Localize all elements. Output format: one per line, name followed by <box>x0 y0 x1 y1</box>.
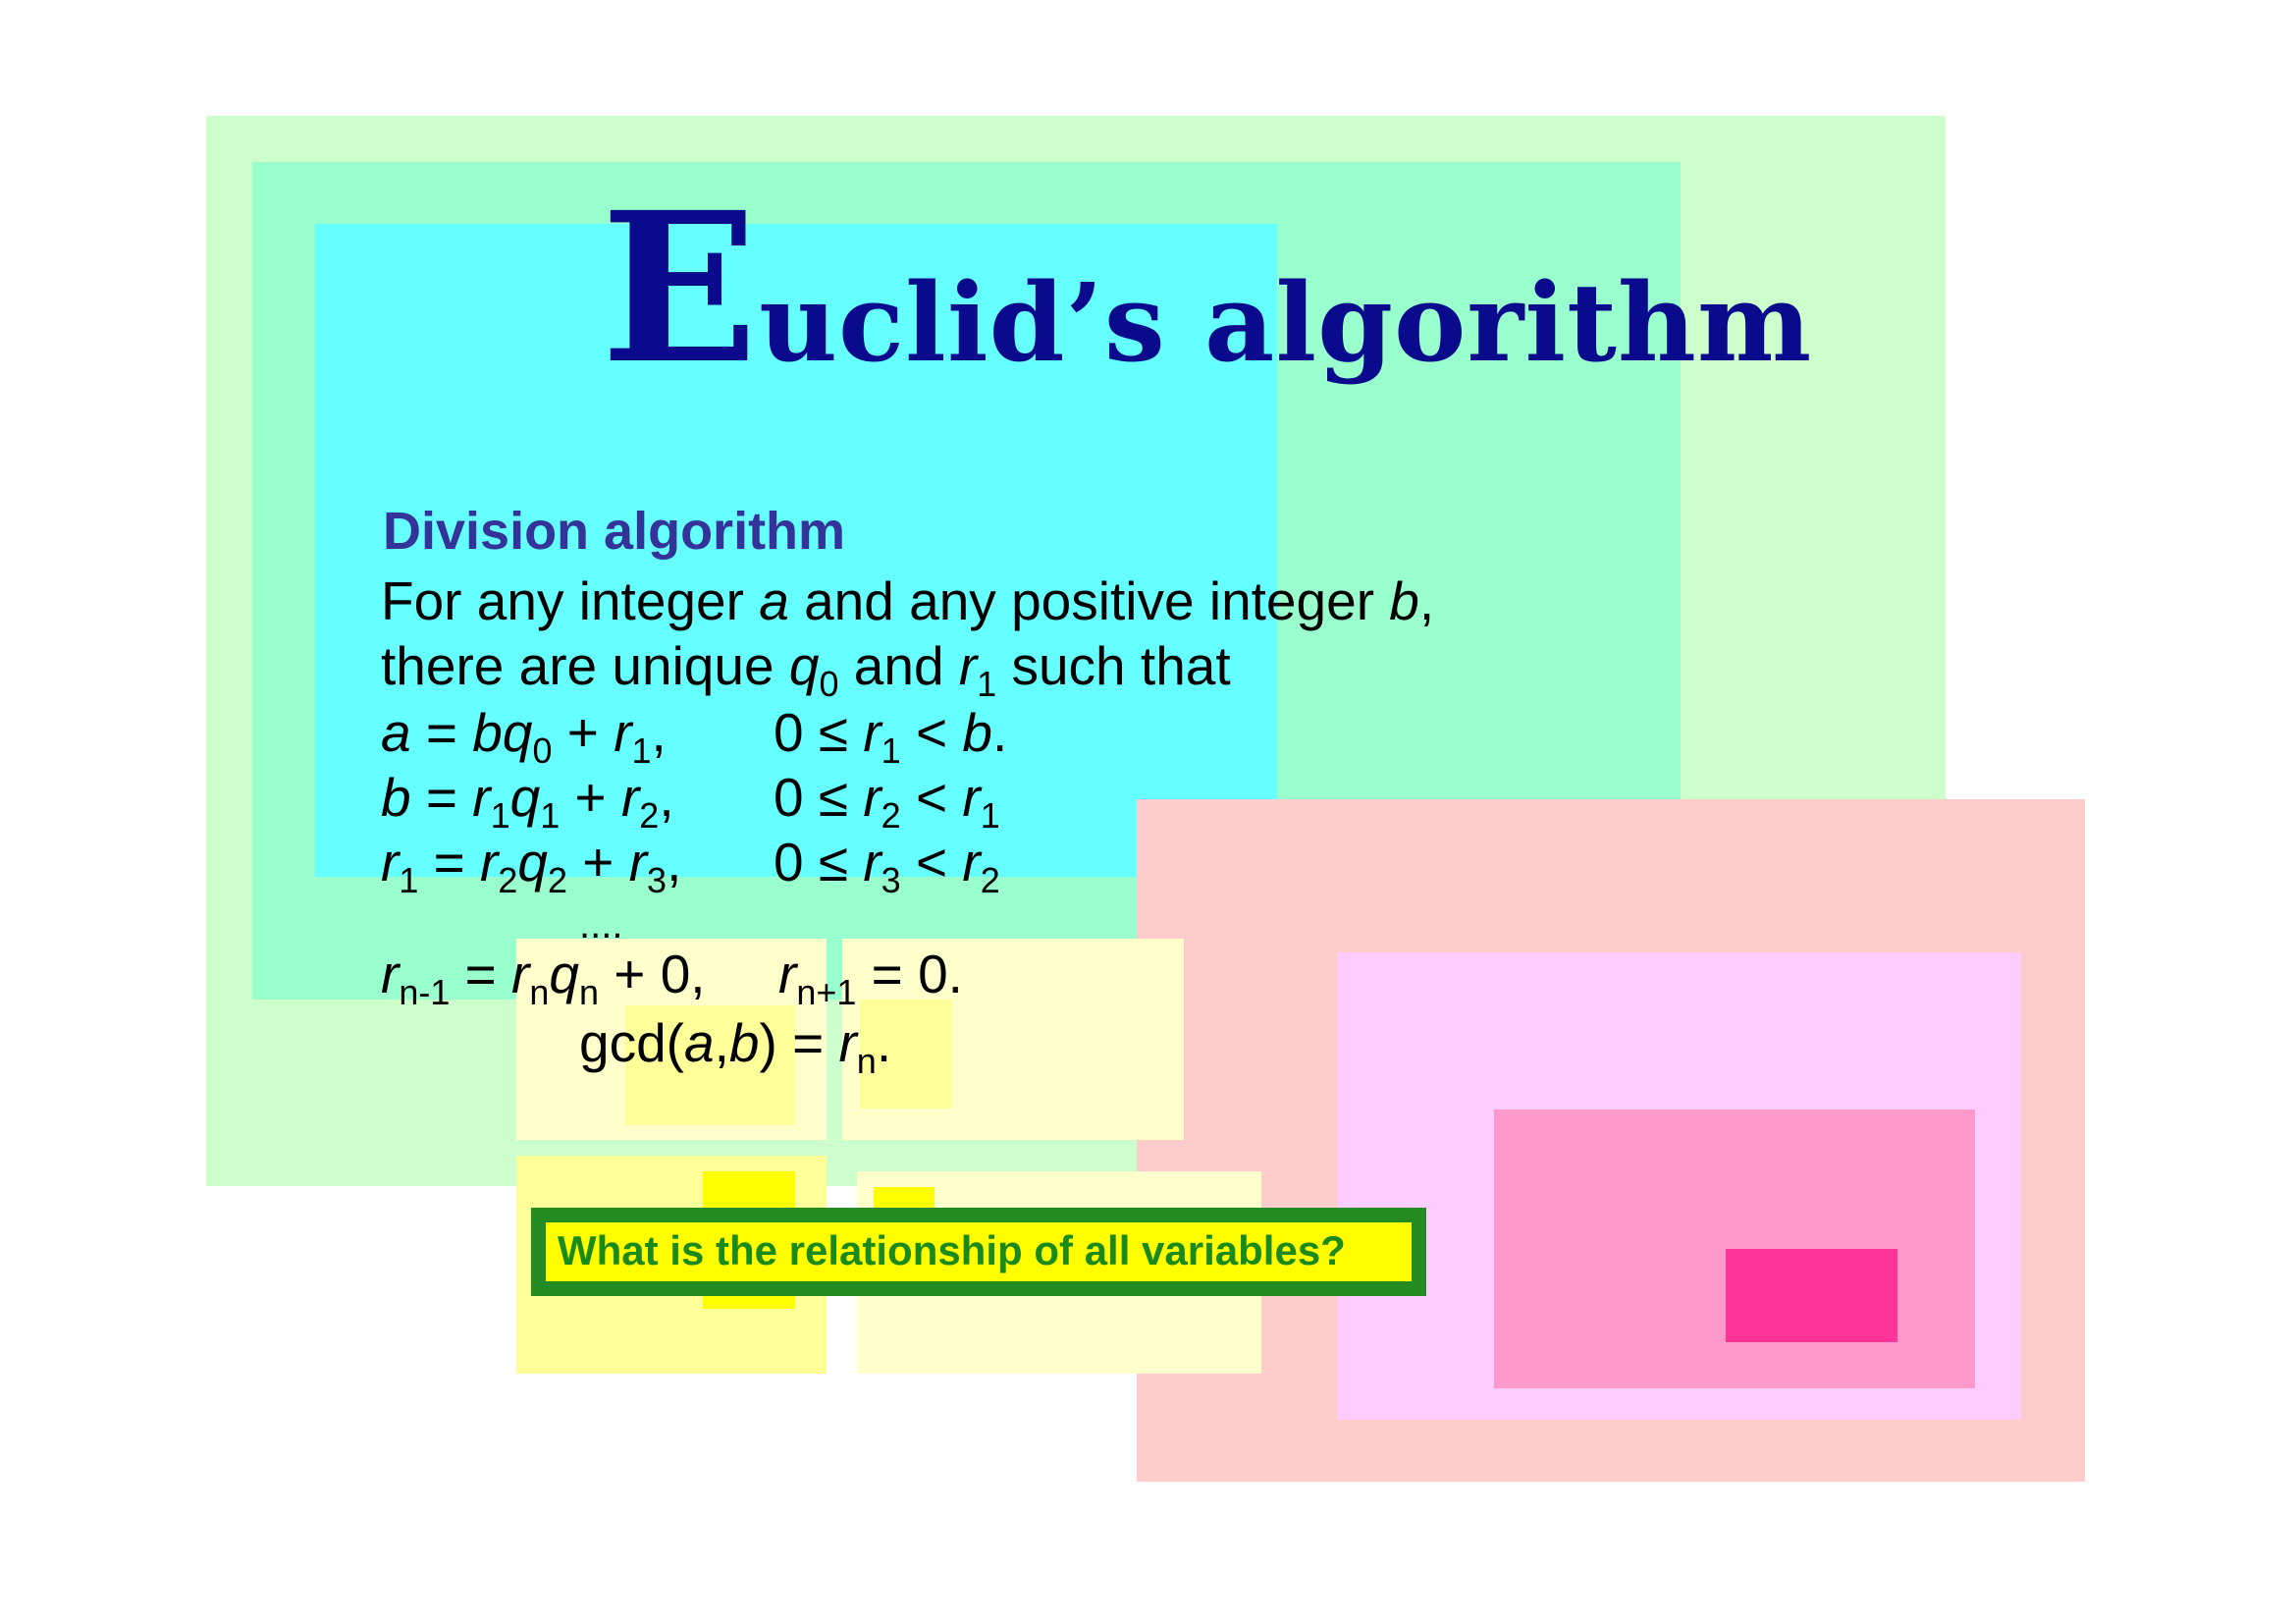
subscript: 0 <box>532 730 553 771</box>
subscript: 3 <box>647 860 667 900</box>
subscript: 2 <box>881 795 901 836</box>
var: r <box>511 944 530 1004</box>
op: + <box>560 767 621 828</box>
subscript: n <box>579 972 600 1012</box>
op: < <box>900 767 963 828</box>
text: such that <box>996 635 1231 696</box>
title-rest: uclid’s algorithm <box>759 259 1813 386</box>
subscript: n <box>856 1041 877 1081</box>
var: r <box>480 832 499 893</box>
text: there are unique <box>381 635 789 696</box>
text: For any integer <box>381 570 760 631</box>
var: r <box>962 767 981 828</box>
var-q: q <box>788 635 820 696</box>
text: 0 ≤ <box>774 702 864 763</box>
op: + <box>552 702 614 763</box>
op: , <box>659 767 674 828</box>
op: = <box>410 767 473 828</box>
bg-rect-pink-hot <box>1726 1249 1897 1342</box>
text: 0 ≤ <box>774 767 864 828</box>
condition-last <box>778 943 963 1012</box>
subscript: 1 <box>980 795 1000 836</box>
slide-title <box>601 167 1812 409</box>
subscript: 3 <box>881 860 901 900</box>
op: , <box>714 1012 729 1073</box>
text: ) = <box>759 1012 839 1073</box>
equation-last <box>381 943 963 1012</box>
var: a <box>684 1012 715 1073</box>
op: , <box>667 832 682 893</box>
text: + 0, <box>599 944 706 1004</box>
var: b <box>381 767 411 828</box>
var: r <box>614 702 632 763</box>
subheading: Division algorithm <box>383 502 846 561</box>
condition-1 <box>774 701 1008 771</box>
subscript: 1 <box>399 860 419 900</box>
equation-3 <box>381 831 1000 900</box>
text: and any positive integer <box>788 570 1390 631</box>
question-box: What is the relationship of all variables? <box>531 1208 1426 1296</box>
subscript: n-1 <box>399 972 451 1012</box>
var: a <box>381 702 411 763</box>
var: r <box>838 1012 857 1073</box>
subscript: n <box>529 972 550 1012</box>
text: , <box>1418 570 1435 631</box>
var: r <box>628 832 648 893</box>
subscript: n+1 <box>796 972 857 1012</box>
var: b <box>728 1012 760 1073</box>
ellipsis: .... <box>579 903 623 947</box>
var-r: r <box>958 635 978 696</box>
subscript: 2 <box>980 860 1000 900</box>
subscript: 1 <box>977 664 997 704</box>
op: = <box>450 944 512 1004</box>
var: b <box>472 702 503 763</box>
intro-line-2 <box>381 634 1231 704</box>
text: gcd( <box>579 1012 684 1073</box>
var: r <box>778 944 797 1004</box>
text: . <box>876 1012 892 1073</box>
var: q <box>502 702 533 763</box>
var: r <box>472 767 491 828</box>
text: and <box>838 635 959 696</box>
var-b: b <box>1389 570 1419 631</box>
op: < <box>900 832 963 893</box>
gcd-line <box>579 1011 892 1081</box>
var: q <box>549 944 579 1004</box>
subscript: 1 <box>540 795 561 836</box>
intro-line-1 <box>381 569 1434 632</box>
subscript: 1 <box>490 795 510 836</box>
var: r <box>381 832 400 893</box>
title-initial: E <box>601 167 760 409</box>
op: , <box>651 702 667 763</box>
op: . <box>991 702 1008 763</box>
subscript: 2 <box>548 860 568 900</box>
text: 0 ≤ <box>774 832 864 893</box>
subscript: 1 <box>631 730 652 771</box>
equation-2 <box>381 766 1000 836</box>
subscript: 2 <box>498 860 518 900</box>
op: < <box>900 702 963 763</box>
subscript: 2 <box>639 795 660 836</box>
op: = <box>418 832 481 893</box>
var: r <box>863 767 881 828</box>
subscript: 0 <box>819 664 839 704</box>
var: r <box>863 702 881 763</box>
var: r <box>381 944 400 1004</box>
var-a: a <box>759 570 789 631</box>
var: r <box>620 767 640 828</box>
text: = 0. <box>856 944 963 1004</box>
var: r <box>962 832 981 893</box>
condition-3 <box>774 831 1000 900</box>
var: q <box>509 767 541 828</box>
op: = <box>410 702 473 763</box>
subscript: 1 <box>881 730 901 771</box>
var: r <box>863 832 881 893</box>
condition-2 <box>774 766 1000 836</box>
var: b <box>962 702 992 763</box>
var: q <box>517 832 548 893</box>
op: + <box>567 832 629 893</box>
equation-1 <box>381 701 1008 771</box>
